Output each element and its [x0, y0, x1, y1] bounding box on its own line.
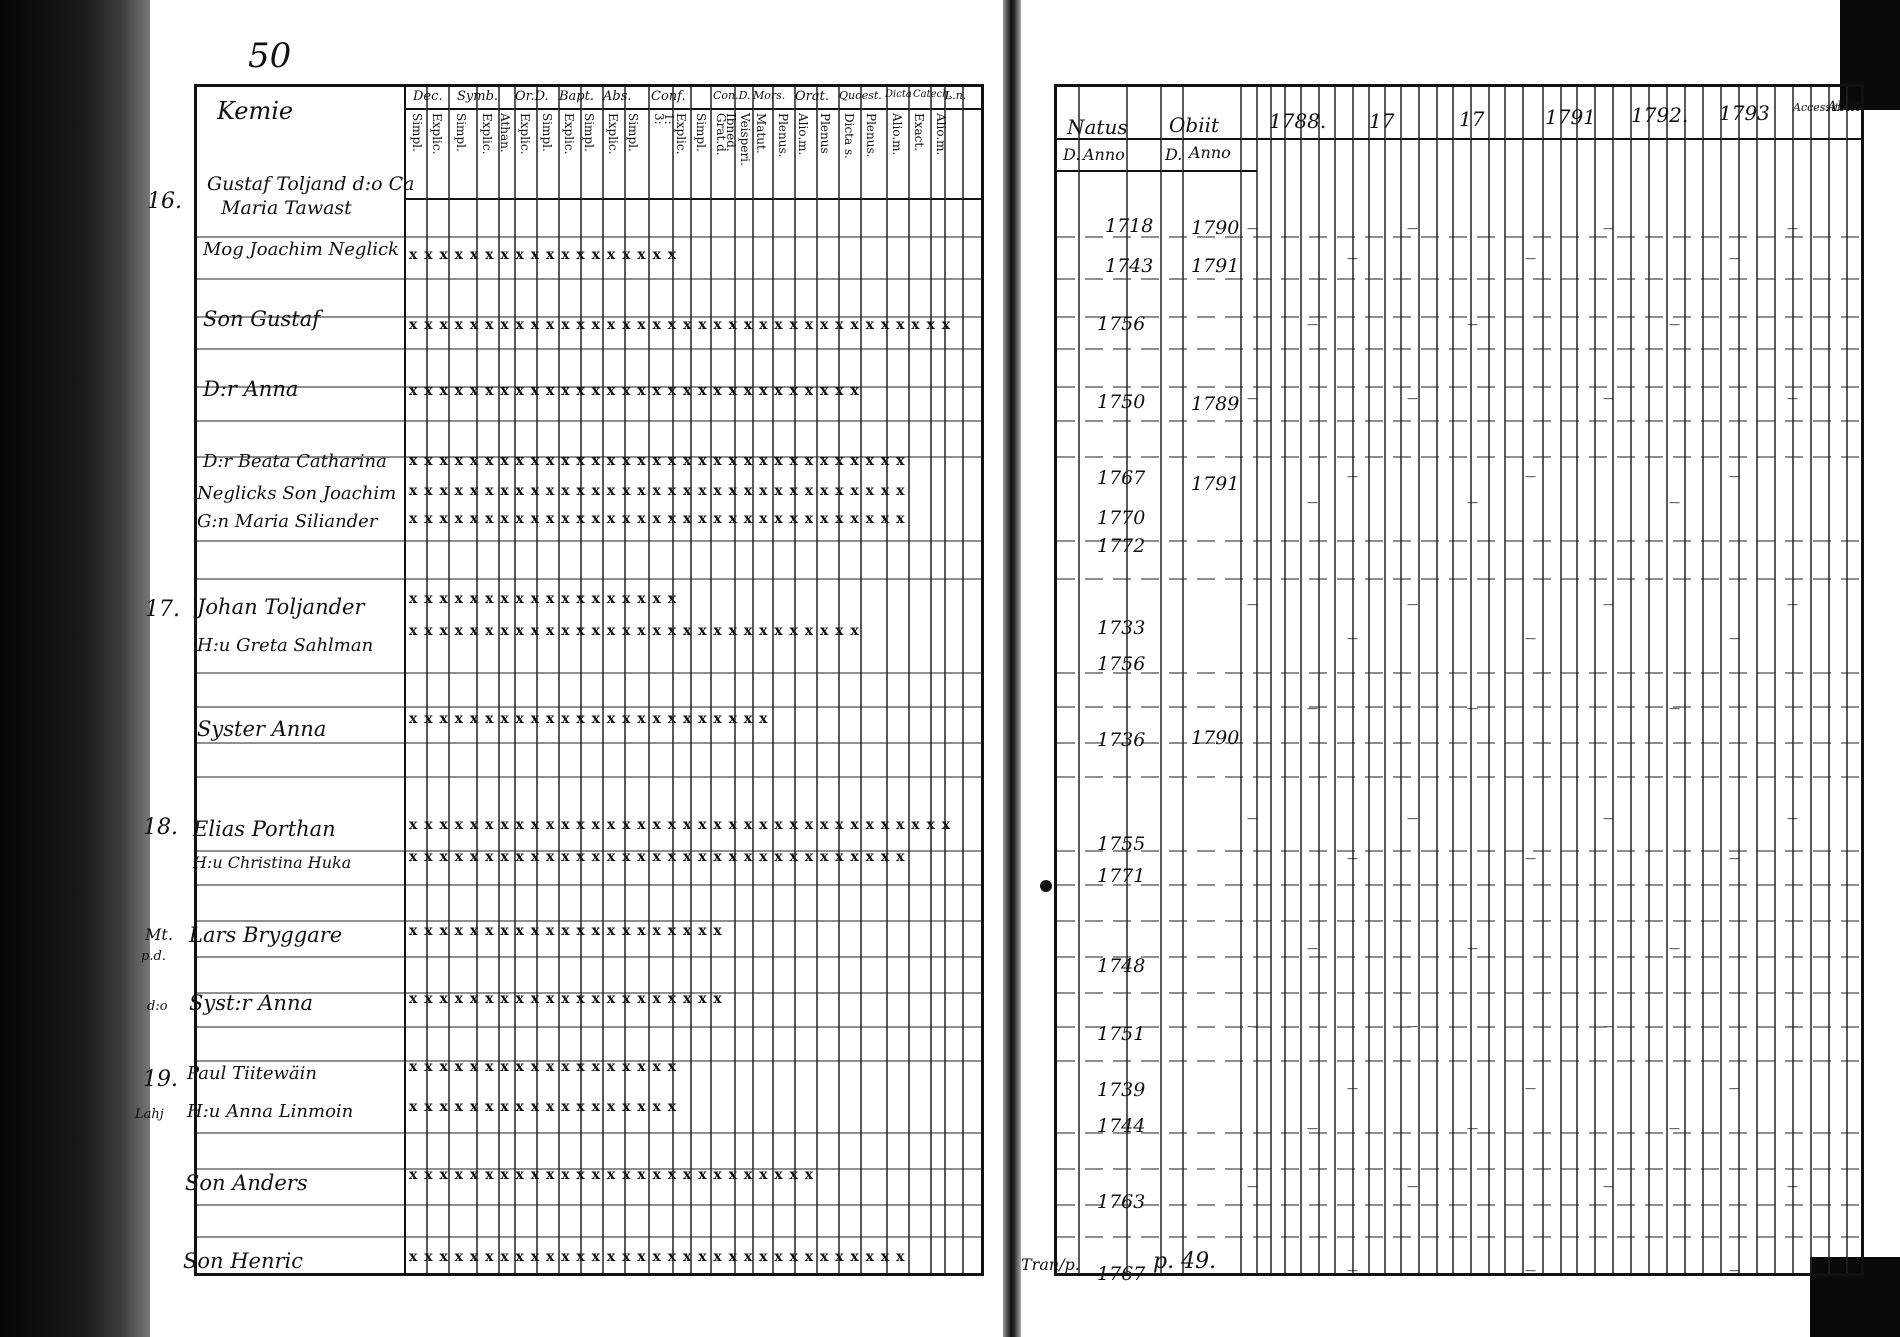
attendance-mark-row: x x x x x x x x x x x x x x x x x x x x x x x x x x x x x x x x x — [409, 1249, 906, 1265]
sub-header: Simpl. — [694, 113, 708, 152]
sub-header: Alio.m. — [934, 113, 948, 156]
exam-mark: — — [1787, 598, 1798, 611]
exam-mark: — — [1407, 812, 1418, 825]
col-header-conf: Conf. — [651, 89, 686, 104]
birth-year: 1772 — [1097, 535, 1146, 557]
exam-mark: — — [1669, 1122, 1680, 1135]
transfer-note: Tran/p. — [1021, 1255, 1080, 1274]
exam-mark: — — [1525, 632, 1536, 645]
exam-mark: — — [1407, 598, 1418, 611]
book-spine-shadow — [0, 0, 150, 1337]
birth-year: 1767 — [1097, 467, 1146, 489]
birth-year: 1771 — [1097, 865, 1146, 887]
attendance-mark-row: x x x x x x x x x x x x x x x x x x x x x x x x x x x x x x x x x x x x — [409, 317, 952, 333]
right-grid-lines — [1057, 87, 1861, 1273]
death-year: 1791 — [1191, 255, 1240, 277]
exam-mark: — — [1467, 496, 1478, 509]
exam-mark: — — [1729, 632, 1740, 645]
birth-year: 1770 — [1097, 507, 1146, 529]
person-name: Mog Joachim Neglick — [203, 239, 399, 260]
exam-mark: — — [1407, 222, 1418, 235]
sub-header: Explic. — [562, 113, 576, 155]
col-header-1791: 1791 — [1545, 105, 1596, 129]
birth-year: 1739 — [1097, 1079, 1146, 1101]
birth-year: 1763 — [1097, 1191, 1146, 1213]
right-register-table — [1021, 84, 1864, 1285]
col-header-orat: Orat. — [795, 89, 829, 104]
exam-mark: — — [1669, 496, 1680, 509]
sub-header: Simpl. — [540, 113, 554, 152]
col-header-dec: Dec. — [413, 89, 443, 104]
exam-mark: — — [1603, 598, 1614, 611]
exam-mark: — — [1347, 470, 1358, 483]
person-name: D:r Beata Catharina — [203, 451, 387, 472]
col-header-abs: Abs. — [603, 89, 632, 104]
exam-mark: — — [1347, 632, 1358, 645]
household-number: 19. — [143, 1067, 178, 1092]
person-name: Syster Anna — [197, 717, 327, 741]
exam-mark: — — [1467, 942, 1478, 955]
exam-mark: — — [1247, 598, 1258, 611]
exam-mark: — — [1669, 702, 1680, 715]
col-header-dicta: Dicta — [885, 89, 912, 100]
exam-mark: — — [1525, 1082, 1536, 1095]
sub-header: Simpl. — [582, 113, 596, 152]
attendance-mark-row: x x x x x x x x x x x x x x x x x x x x x x x x x x x x x x x x x — [409, 511, 906, 527]
household-number: 16. — [147, 189, 182, 214]
sub-header: Explic. — [606, 113, 620, 155]
col-header-1788: 1788. — [1269, 109, 1327, 133]
person-name: Neglicks Son Joachim — [197, 483, 397, 504]
exam-mark: — — [1347, 1082, 1358, 1095]
col-header-bapt: Bapt. — [559, 89, 594, 104]
birth-year: 1733 — [1097, 617, 1146, 639]
exam-mark: — — [1347, 252, 1358, 265]
sub-header: Simpl. — [454, 113, 468, 152]
sub-header: Explic. — [480, 113, 494, 155]
attendance-mark-row: x x x x x x x x x x x x x x x x x x x x x x x x — [409, 711, 769, 727]
exam-mark: — — [1787, 1020, 1798, 1033]
margin-note: d:o — [147, 999, 168, 1014]
person-name: Syst:r Anna — [189, 991, 313, 1015]
birth-year: 1755 — [1097, 833, 1146, 855]
exam-mark: — — [1307, 496, 1318, 509]
sub-header-anno: Anno — [1083, 145, 1125, 164]
death-year: 1790 — [1191, 727, 1240, 749]
attendance-mark-row: x x x x x x x x x x x x x x x x x x x x x x x x x x x x x x x x x — [409, 849, 906, 865]
exam-mark: — — [1247, 222, 1258, 235]
ink-blot — [1040, 880, 1052, 892]
sub-header: Ibned. — [724, 113, 738, 152]
person-name: Son Henric — [183, 1249, 304, 1273]
exam-mark: — — [1729, 1082, 1740, 1095]
col-header-natus: Natus — [1067, 115, 1128, 139]
exam-mark: — — [1669, 942, 1680, 955]
person-name: Johan Toljander — [197, 595, 365, 619]
person-name: Paul Tiitewäin — [187, 1063, 317, 1084]
exam-mark: — — [1407, 1020, 1418, 1033]
birth-year: 1748 — [1097, 955, 1146, 977]
margin-note: p.d. — [141, 949, 166, 964]
household-number: 17. — [145, 597, 180, 622]
exam-mark: — — [1307, 702, 1318, 715]
col-header-ln: L.n. — [945, 89, 967, 102]
exam-mark: — — [1787, 222, 1798, 235]
sub-header: Exact. — [912, 113, 926, 152]
person-name: Lars Bryggare — [189, 923, 343, 947]
sub-header: Explic. — [430, 113, 444, 155]
sub-header: Alio.m. — [890, 113, 904, 156]
birth-year: 1743 — [1105, 255, 1154, 277]
exam-mark: — — [1669, 318, 1680, 331]
exam-mark: — — [1729, 470, 1740, 483]
attendance-mark-row: x x x x x x x x x x x x x x x x x x — [409, 1099, 678, 1115]
village-name: Kemie — [217, 97, 294, 125]
col-header-cond: Con.D. — [713, 89, 751, 102]
col-header-17b: 17 — [1459, 107, 1485, 131]
col-header-symb: Symb. — [457, 89, 499, 104]
household-number: 18. — [143, 815, 178, 840]
death-year: 1790 — [1191, 217, 1240, 239]
exam-mark: — — [1787, 812, 1798, 825]
exam-mark: — — [1525, 1264, 1536, 1277]
attendance-mark-row: x x x x x x x x x x x x x x x x x x x x x x x x x x x x x x x x x x x x — [409, 817, 952, 833]
birth-year: 1736 — [1097, 729, 1146, 751]
attendance-mark-row: x x x x x x x x x x x x x x x x x x x x x x x x x x x — [409, 1167, 815, 1183]
exam-mark: — — [1307, 318, 1318, 331]
sub-header: Plenus — [818, 113, 832, 154]
exam-mark: — — [1729, 852, 1740, 865]
sub-header-d: D. — [1165, 145, 1183, 164]
person-name: D:r Anna — [203, 377, 299, 401]
birth-year: 1744 — [1097, 1115, 1146, 1137]
col-header-mors: Mors. — [753, 89, 786, 102]
birth-year: 1751 — [1097, 1023, 1146, 1045]
attendance-mark-row: x x x x x x x x x x x x x x x x x x — [409, 247, 678, 263]
margin-note: Lahj — [135, 1107, 164, 1122]
exam-mark: — — [1407, 1180, 1418, 1193]
person-name: H:u Anna Linmoin — [187, 1101, 354, 1122]
exam-mark: — — [1467, 702, 1478, 715]
attendance-mark-row: x x x x x x x x x x x x x x x x x x x x x — [409, 991, 723, 1007]
attendance-mark-row: x x x x x x x x x x x x x x x x x x x x x x x x x x x x x x x x x — [409, 483, 906, 499]
col-header-ord: Or.D. — [515, 89, 549, 104]
exam-mark: — — [1787, 1180, 1798, 1193]
sub-header: Explic. — [674, 113, 688, 155]
exam-mark: — — [1247, 1180, 1258, 1193]
book-gutter — [1003, 0, 1021, 1337]
exam-mark: — — [1603, 1020, 1614, 1033]
col-header-1793: 1793 — [1719, 101, 1770, 125]
col-header-obiit: Obiit — [1169, 113, 1220, 137]
left-grid-lines — [197, 87, 981, 1273]
attendance-mark-row: x x x x x x x x x x x x x x x x x x x x x — [409, 923, 723, 939]
exam-mark: — — [1603, 222, 1614, 235]
exam-mark: — — [1247, 1020, 1258, 1033]
attendance-mark-row: x x x x x x x x x x x x x x x x x x x x x x x x x x x x x x — [409, 383, 860, 399]
sub-header: Grat.d. — [714, 113, 728, 156]
transfer-page: p. 49. — [1153, 1249, 1217, 1274]
sub-header: Alio.m. — [796, 113, 810, 156]
sub-header: 3: — [652, 113, 666, 125]
exam-mark: — — [1467, 1122, 1478, 1135]
sub-header-anno: Anno — [1189, 143, 1231, 162]
exam-mark: — — [1347, 1264, 1358, 1277]
sub-header: Veisperi. — [738, 113, 752, 166]
exam-mark: — — [1307, 1122, 1318, 1135]
exam-mark: — — [1467, 318, 1478, 331]
sub-header: Simpl. — [410, 113, 424, 152]
exam-mark: — — [1603, 1180, 1614, 1193]
exam-mark: — — [1729, 252, 1740, 265]
person-name: Gustaf Toljand d:o Ca — [207, 173, 415, 195]
exam-mark: — — [1307, 942, 1318, 955]
attendance-mark-row: x x x x x x x x x x x x x x x x x x — [409, 591, 678, 607]
col-header-abiit: Abiit — [1827, 99, 1861, 115]
person-name: H:u Greta Sahlman — [197, 635, 374, 656]
exam-mark: — — [1407, 392, 1418, 405]
page-number: 50 — [248, 36, 292, 76]
col-header-catech: Catech. — [913, 89, 952, 100]
col-header-accessit: Accessit — [1793, 101, 1840, 114]
exam-mark: — — [1787, 392, 1798, 405]
attendance-mark-row: x x x x x x x x x x x x x x x x x x — [409, 1059, 678, 1075]
margin-note: Mt. — [145, 925, 173, 944]
exam-mark: — — [1247, 812, 1258, 825]
exam-mark: — — [1347, 852, 1358, 865]
person-name: G:n Maria Siliander — [197, 511, 378, 532]
exam-mark: — — [1603, 392, 1614, 405]
person-name: Elias Porthan — [193, 817, 336, 841]
sub-header: Simpl. — [626, 113, 640, 152]
death-year: 1791 — [1191, 473, 1240, 495]
col-header-1792: 1792. — [1631, 103, 1689, 127]
person-name: Son Anders — [185, 1171, 308, 1195]
sub-header-d: D. — [1063, 145, 1081, 164]
col-header-quoest: Quoest. — [839, 89, 882, 102]
birth-year: 1756 — [1097, 313, 1146, 335]
exam-mark: — — [1525, 852, 1536, 865]
left-register-table — [135, 84, 984, 1276]
col-header-17a: 17 — [1369, 109, 1395, 133]
birth-year: 1767 — [1097, 1263, 1146, 1285]
sub-header: Matut. — [754, 113, 768, 154]
birth-year: 1756 — [1097, 653, 1146, 675]
sub-header: Plenus. — [776, 113, 790, 158]
death-year: 1789 — [1191, 393, 1240, 415]
birth-year: 1718 — [1105, 215, 1154, 237]
person-name: Son Gustaf — [203, 307, 321, 331]
exam-mark: — — [1729, 1264, 1740, 1277]
sub-header: Explic. — [518, 113, 532, 155]
attendance-mark-row: x x x x x x x x x x x x x x x x x x x x x x x x x x x x x x — [409, 623, 860, 639]
sub-header: 1: — [662, 113, 676, 125]
birth-year: 1750 — [1097, 391, 1146, 413]
sub-header: Dicta s. — [842, 113, 856, 159]
exam-mark: — — [1525, 470, 1536, 483]
attendance-mark-row: x x x x x x x x x x x x x x x x x x x x x x x x x x x x x x x x x — [409, 453, 906, 469]
exam-mark: — — [1525, 252, 1536, 265]
person-name: Maria Tawast — [221, 197, 352, 219]
person-name: H:u Christina Huka — [193, 853, 352, 872]
exam-mark: — — [1247, 392, 1258, 405]
sub-header: Athan. — [498, 113, 512, 153]
sub-header: Plenus. — [864, 113, 878, 158]
exam-mark: — — [1603, 812, 1614, 825]
